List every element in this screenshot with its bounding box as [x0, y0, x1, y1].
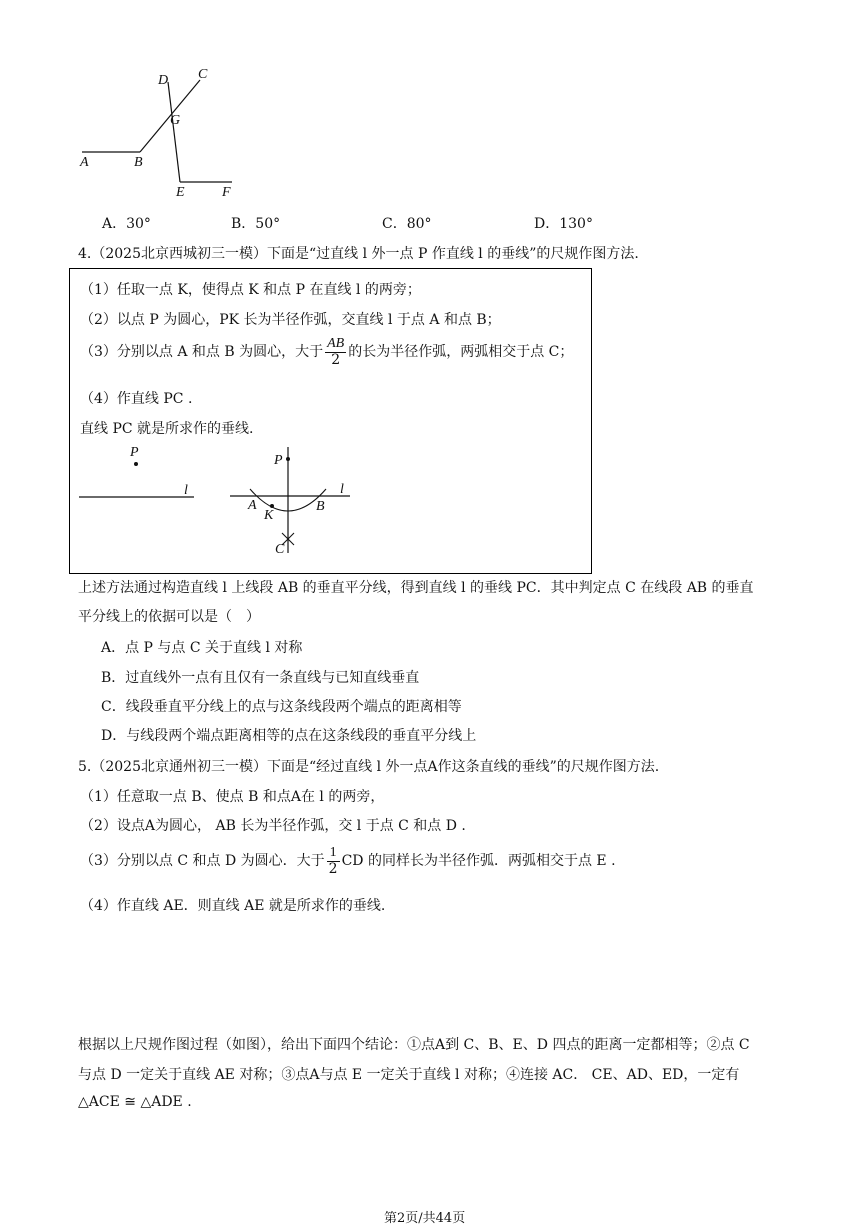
q4-question-line-1: 上述方法通过构造直线 l 上线段 AB 的垂直平分线，得到直线 l 的垂线 PC．其中判定点 C 在线段 AB 的垂直: [78, 580, 754, 596]
q5-step-3-fraction: [327, 846, 340, 876]
fraction-denominator: 2: [331, 351, 341, 368]
q3-option-b: B．50°: [231, 216, 281, 232]
fraction-denominator: 2: [328, 860, 338, 877]
q5-step-4: （4）作直线 AE．则直线 AE 就是所求作的垂线.: [80, 898, 386, 914]
q4-step-3: [80, 337, 573, 367]
fig1-label-f: F: [222, 185, 231, 200]
q4-stem: 4.（2025北京西城初三一模）下面是“过直线 l 外一点 P 作直线 l 的垂线”的尺规作图方法.: [78, 246, 639, 262]
q5-conclusion-line-2: 与点 D 一定关于直线 AE 对称；③点A与点 E 一定关于直线 l 对称；④连接 AC． CE、AD、ED，一定有: [78, 1067, 740, 1083]
q4-step-4: （4）作直线 PC .: [80, 391, 193, 407]
q4-step-1: （1）任取一点 K，使得点 K 和点 P 在直线 l 的两旁；: [80, 282, 421, 298]
q4-option-b: B．过直线外一点有且仅有一条直线与已知直线垂直: [101, 670, 420, 686]
q5-conclusion-line-3: △ACE ≅ △ADE .: [78, 1094, 192, 1110]
q5-step-3-after: CD 的同样长为半径作弧．两弧相交于点 E .: [341, 853, 616, 870]
q5-step-1: （1）任意取一点 B、使点 B 和点A在 l 的两旁，: [80, 789, 385, 805]
q4-right-label-a: A: [248, 498, 257, 513]
q5-step-3: [80, 846, 616, 876]
q5-step-2: （2）设点A为圆心， AB 长为半径作弧，交 l 于点 C 和点 D .: [80, 818, 466, 834]
q4-step-3-fraction: [325, 337, 346, 367]
q4-left-label-l: l: [184, 483, 188, 498]
q3-option-c: C．80°: [382, 216, 432, 232]
fig1-label-c: C: [198, 67, 208, 82]
q3-option-d: D．130°: [534, 216, 593, 232]
q4-right-label-p: P: [274, 453, 283, 468]
q4-conclusion: 直线 PC 就是所求作的垂线.: [80, 421, 254, 437]
fig1-label-a: A: [80, 155, 89, 170]
page-number-footer: 第2页/共44页: [384, 1211, 466, 1226]
q5-step-3-before: （3）分别以点 C 和点 D 为圆心．大于: [80, 853, 325, 870]
q4-option-a: A．点 P 与点 C 关于直线 l 对称: [101, 640, 303, 656]
fraction-numerator: AB: [327, 336, 345, 351]
q4-figure-given: [76, 440, 206, 510]
q4-right-label-c: C: [275, 542, 285, 557]
q4-option-d: D．与线段两个端点距离相等的点在这条线段的垂直平分线上: [101, 728, 477, 744]
q3-option-a: A．30°: [102, 216, 151, 232]
geometry-figure-angles: [70, 62, 250, 202]
q5-stem: 5.（2025北京通州初三一模）下面是“经过直线 l 外一点A作这条直线的垂线”的尺规作图方法.: [78, 759, 660, 775]
q4-step-2: （2）以点 P 为圆心，PK 长为半径作弧，交直线 l 于点 A 和点 B；: [80, 312, 501, 328]
q4-left-label-p: P: [130, 445, 139, 460]
q4-option-c: C．线段垂直平分线上的点与这条线段两个端点的距离相等: [101, 699, 462, 715]
fig1-label-b: B: [134, 155, 143, 170]
q4-step-3-after: 的长为半径作弧，两弧相交于点 C；: [348, 344, 574, 361]
q5-conclusion-line-1: 根据以上尺规作图过程（如图），给出下面四个结论：①点A到 C、B、E、D 四点的距离一定都相等；②点 C: [78, 1037, 750, 1053]
q4-right-label-b: B: [316, 499, 325, 514]
fraction-numerator: 1: [327, 846, 340, 862]
q4-right-label-l: l: [340, 482, 344, 497]
q4-step-3-before: （3）分别以点 A 和点 B 为圆心，大于: [80, 344, 324, 361]
fig1-label-d: D: [158, 73, 169, 88]
q4-question-line-2: 平分线上的依据可以是（ ）: [78, 609, 260, 625]
q4-figure-construction: [228, 445, 358, 560]
fig1-label-g: G: [170, 113, 181, 128]
q4-right-label-k: K: [264, 508, 274, 523]
fig1-label-e: E: [176, 185, 185, 200]
